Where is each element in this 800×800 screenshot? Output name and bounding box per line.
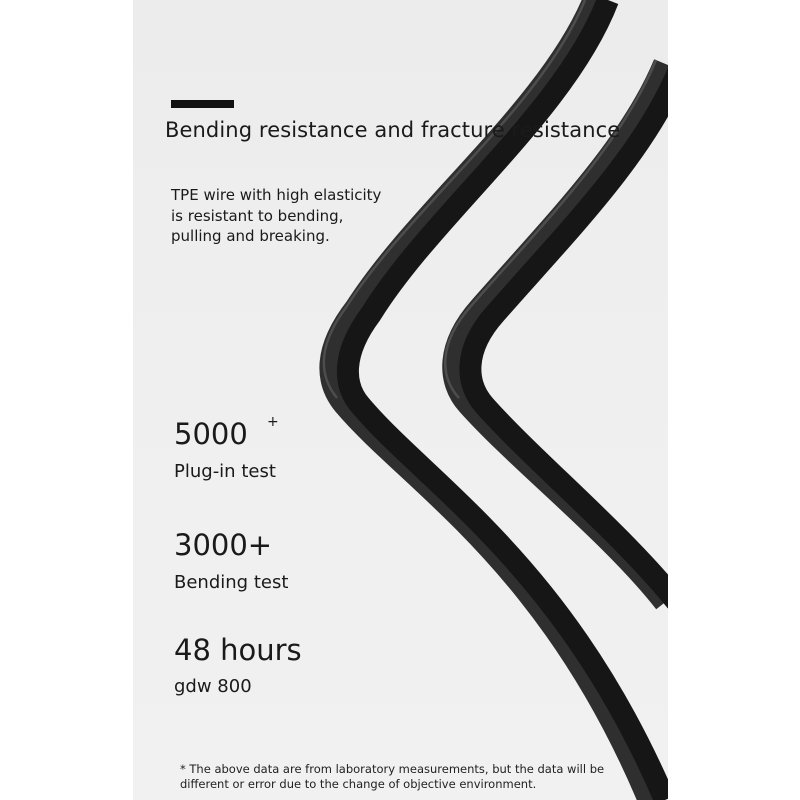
product-panel [133, 0, 668, 800]
footnote-line: different or error due to the change of objective environment. [180, 777, 537, 791]
description-line: TPE wire with high elasticity [171, 186, 382, 204]
section-heading: Bending resistance and fracture resistance [165, 118, 621, 142]
stat-plugin-label: Plug-in test [174, 461, 276, 482]
section-description [171, 185, 381, 247]
footnote-line: * The above data are from laboratory measurements, but the data will be [180, 762, 605, 776]
description-line: pulling and breaking. [171, 227, 330, 245]
stat-bending-value: 3000+ [174, 528, 273, 562]
stat-plugin-value: 5000 [174, 417, 248, 451]
stat-plugin-suffix: + [267, 414, 279, 430]
footnote [180, 762, 604, 792]
stat-duration-label: gdw 800 [174, 676, 252, 697]
accent-bar [171, 100, 234, 108]
stat-duration-value: 48 hours [174, 633, 302, 667]
stat-bending-label: Bending test [174, 572, 289, 593]
description-line: is resistant to bending, [171, 206, 344, 225]
